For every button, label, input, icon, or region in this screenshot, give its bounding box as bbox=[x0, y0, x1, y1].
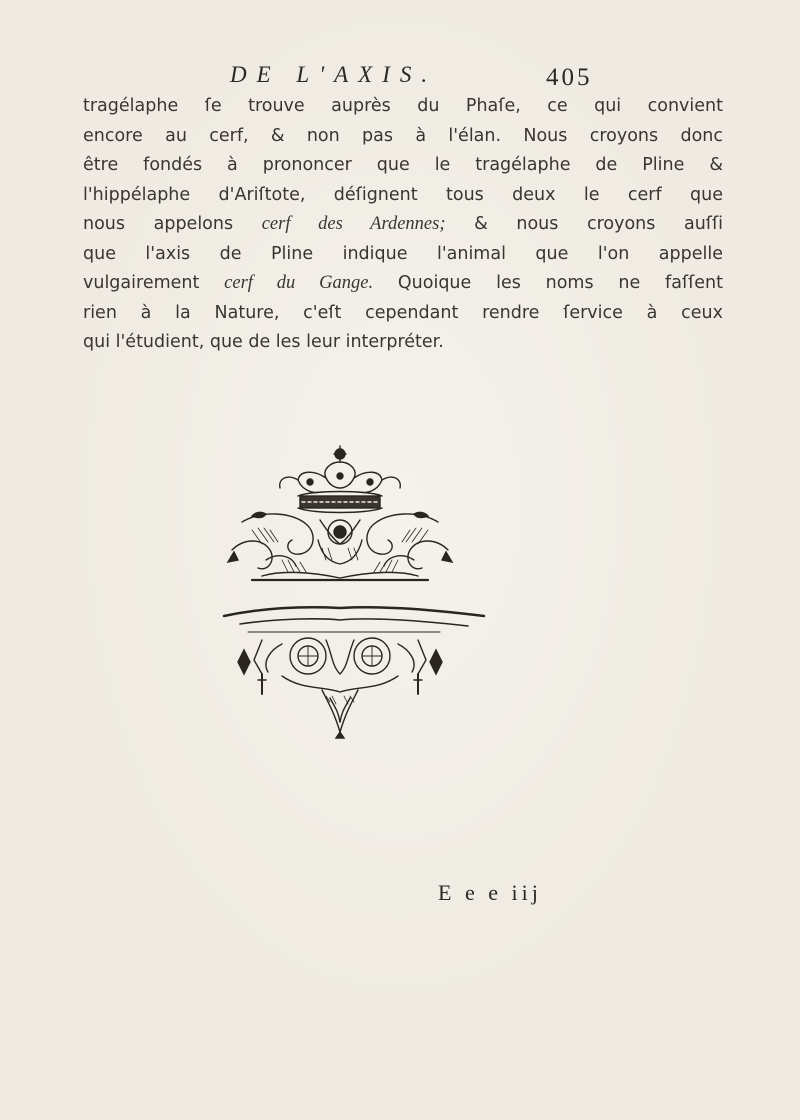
crown-icon bbox=[280, 446, 401, 513]
italic-term: cerf des Ardennes; bbox=[261, 214, 446, 234]
text-fragment: Quoique les noms ne faſſent bbox=[373, 273, 723, 293]
acanthus-scroll-icon bbox=[228, 512, 452, 580]
text-line bbox=[83, 210, 723, 240]
running-title: DE L'AXIS. bbox=[230, 62, 438, 87]
text-line: que l'axis de Pline indique l'animal que l'on appelle bbox=[83, 243, 723, 264]
ornament-band-icon bbox=[224, 607, 484, 632]
text-fragment: nous appelons bbox=[83, 214, 262, 234]
text-fragment: vulgairement bbox=[83, 273, 225, 293]
royal-crown-cul-de-lampe-icon bbox=[222, 440, 498, 740]
running-head bbox=[0, 62, 800, 92]
text-line: encore au cerf, & non pas à l'élan. Nous croyons donc bbox=[83, 125, 723, 146]
pendant-icon bbox=[322, 690, 358, 738]
text-line: l'hippélaphe d'Ariſtote, déſignent tous deux le cerf que bbox=[83, 184, 723, 205]
signature-mark: E e e iij bbox=[438, 880, 542, 905]
body-paragraph bbox=[83, 92, 723, 358]
text-fragment: & nous croyons auſſi bbox=[445, 214, 723, 234]
medallion-icon bbox=[254, 638, 426, 694]
italic-term: cerf du Gange. bbox=[224, 273, 374, 293]
text-line: être fondés à prononcer que le tragélaphe de Pline & bbox=[83, 155, 723, 175]
side-tassel-icon bbox=[238, 650, 442, 674]
page-number: 405 bbox=[546, 64, 593, 91]
text-line bbox=[83, 269, 723, 299]
text-line: tragélaphe ſe trouve auprès du Phaſe, ce qui convient bbox=[83, 96, 723, 116]
text-line: rien à la Nature, c'eſt cependant rendre ſervice à ceux bbox=[83, 302, 723, 323]
text-line: qui l'étudient, que de les leur interpréter. bbox=[83, 332, 444, 352]
